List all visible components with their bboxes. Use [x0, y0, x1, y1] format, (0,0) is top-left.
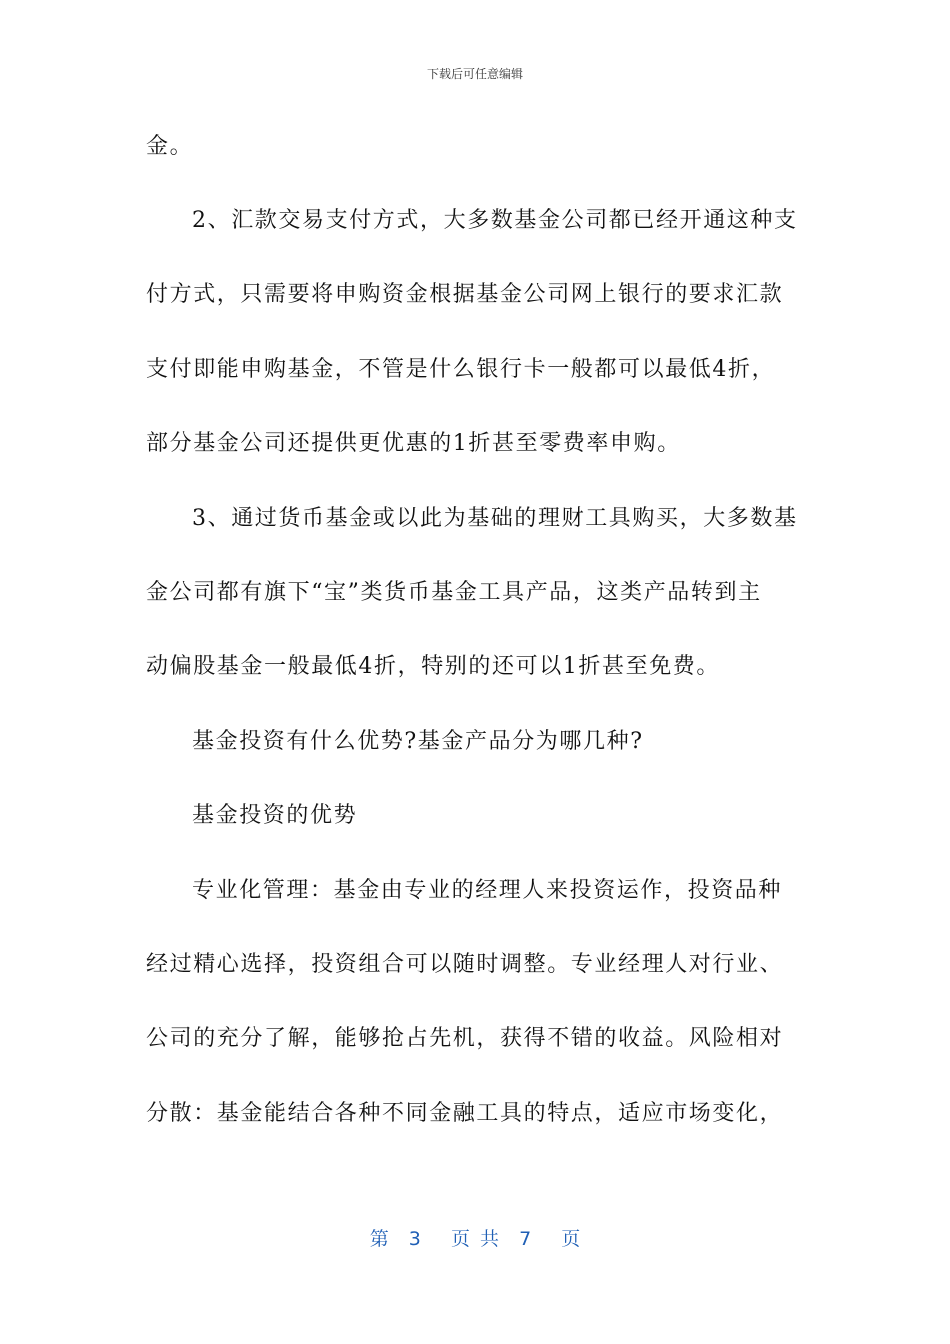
body-line: 分散：基金能结合各种不同金融工具的特点，适应市场变化， [146, 1101, 784, 1126]
page-header: 下载后可任意编辑 [426, 67, 523, 81]
body-line: 2、汇款交易支付方式，大多数基金公司都已经开通这种支 [192, 208, 798, 233]
body-line: 基金投资的优势 [192, 803, 358, 828]
body-line: 支付即能申购基金，不管是什么银行卡一般都可以最低4折， [146, 357, 776, 382]
body-line: 付方式，只需要将申购资金根据基金公司网上银行的要求汇款 [146, 282, 784, 307]
body-line: 金。 [146, 134, 194, 159]
body-line: 部分基金公司还提供更优惠的1折甚至零费率申购。 [146, 431, 681, 456]
page-number-footer [0, 1226, 950, 1252]
body-line: 动偏股基金一般最低4折，特别的还可以1折甚至免费。 [146, 654, 720, 679]
page-number-text: 第 3 页 共 7 页 [369, 1228, 581, 1250]
body-line: 3、通过货币基金或以此为基础的理财工具购买，大多数基 [192, 506, 798, 531]
body-line: 专业化管理：基金由专业的经理人来投资运作，投资品种 [192, 878, 783, 903]
body-line: 金公司都有旗下“宝”类货币基金工具产品，这类产品转到主 [146, 580, 762, 605]
body-line: 基金投资有什么优势?基金产品分为哪几种? [192, 729, 644, 754]
body-line: 公司的充分了解，能够抢占先机，获得不错的收益。风险相对 [146, 1026, 784, 1051]
body-line: 经过精心选择，投资组合可以随时调整。专业经理人对行业、 [146, 952, 784, 977]
